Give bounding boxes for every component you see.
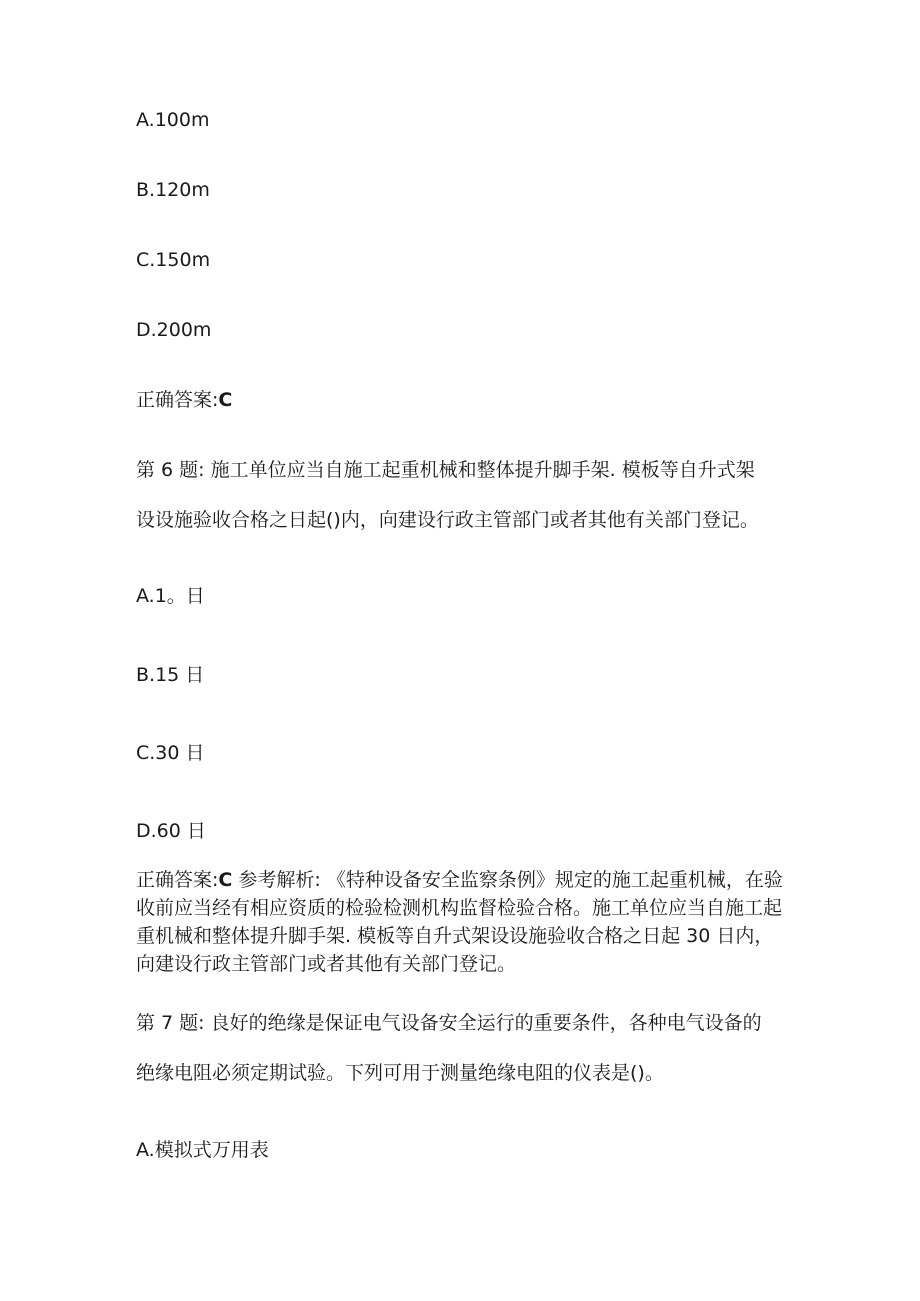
q5-option-c: C.150m	[136, 249, 211, 271]
q5-answer-label: 正确答案:	[136, 389, 219, 411]
q6-option-a: A.1。日	[136, 585, 205, 607]
q6-answer-explanation	[136, 866, 786, 978]
q5-answer-value: C	[218, 389, 233, 411]
q5-option-b: B.120m	[136, 179, 210, 201]
q6-question-line1: 第 6 题: 施工单位应当自施工起重机械和整体提升脚手架. 模板等自升式架	[136, 459, 755, 481]
q6-option-d: D.60 日	[136, 820, 206, 842]
q5-option-a: A.100m	[136, 109, 210, 131]
q7-option-a: A.模拟式万用表	[136, 1139, 269, 1161]
q5-answer	[136, 388, 232, 412]
q6-answer-label: 正确答案:	[136, 869, 219, 891]
q6-option-b: B.15 日	[136, 664, 205, 686]
q5-option-d: D.200m	[136, 319, 212, 341]
q6-explanation-text: 参考解析: 《特种设备安全监察条例》规定的施工起重机械，在验收前应当经有相应资质的检验检测机构监督检验合格。施工单位应当自施工起重机械和整体提升脚手架. 模板等自升式架设设施验收合格之日起 30 日内，向建设行政主管部门或者其他有关部门登记。	[136, 869, 783, 975]
q6-answer-value: C	[218, 869, 233, 891]
q6-option-c: C.30 日	[136, 742, 205, 764]
q6-question-line2: 设设施验收合格之日起()内，向建设行政主管部门或者其他有关部门登记。	[136, 509, 759, 531]
q7-question-line2: 绝缘电阻必须定期试验。下列可用于测量绝缘电阻的仪表是()。	[136, 1062, 664, 1084]
q7-question-line1: 第 7 题: 良好的绝缘是保证电气设备安全运行的重要条件，各种电气设备的	[136, 1012, 762, 1034]
